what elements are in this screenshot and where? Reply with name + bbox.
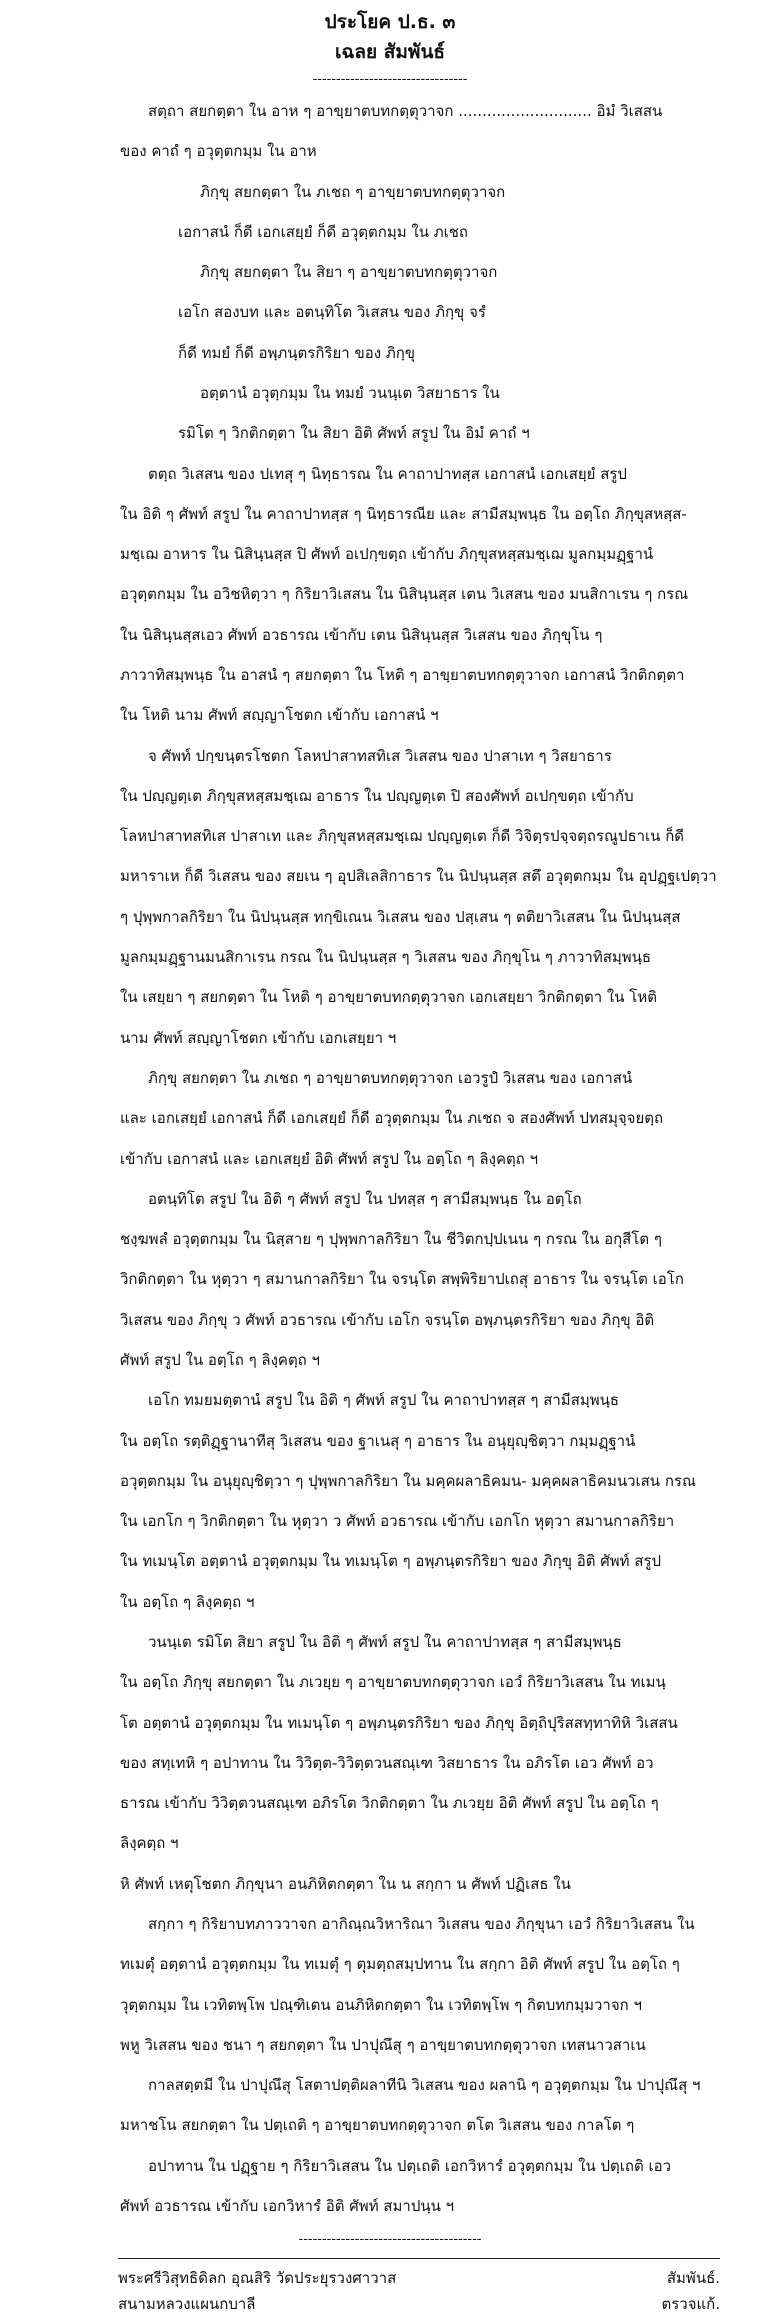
body-line: จ ศัพท์ ปกฺขนฺตรโชตก โลหปาสาทสทิเส วิเสสน ของ ปาสาเท ๆ วิสยาธาร <box>148 747 612 765</box>
body-line: ชงฺฆพลํ อวุตฺตกมฺม ใน นิสฺสาย ๆ ปุพฺพกาลกิริยา ใน ชีวิตกปฺปเนน ๆ กรณ ใน อกุสีโต ๆ <box>120 1230 662 1248</box>
body-line: ศัพท์ อวธารณ เข้ากับ เอกวิหารํ อิติ ศัพท์ สมาปนฺน ฯ <box>120 2197 455 2215</box>
body-line: ธารณ เข้ากับ วิวิตฺตวนสณฺเฑ อภิรโต วิกติกตฺตา ใน ภเวยฺย อิติ ศัพท์ สรูป ใน อตฺโถ ๆ <box>120 1794 659 1812</box>
body-line: มหาราเห ก็ดี วิเสสน ของ สยเน ๆ อุปสิเลสิกาธาร ใน นิปนฺนสฺส สตึ อวุตฺตกมฺม ใน อุปฏฺฐเปตฺวา <box>120 867 717 885</box>
body-line: ใน อตฺโถ รตฺติฏฺฐานาทีสุ วิเสสน ของ ฐาเนสุ ๆ อาธาร ใน อนุยุญฺชิตฺวา กมฺมฏฺฐานํ <box>120 1432 636 1450</box>
body-line: เอกาสนํ ก็ดี เอกเสยฺยํ ก็ดี อวุตฺตกมฺม ใน ภเชถ <box>178 223 469 241</box>
body-line: กาลสตฺตมี ใน ปาปุณึสุ โสตาปตฺติผลาทีนิ วิเสสน ของ ผลานิ ๆ อวุตฺตกมฺม ใน ปาปุณึสุ ฯ <box>148 2076 701 2094</box>
body-line: เข้ากับ เอกาสนํ และ เอกเสยฺยํ อิติ ศัพท์ สรูป ใน อตฺโถ ๆ ลิงฺคตฺถ ฯ <box>120 1150 539 1168</box>
body-line: มูลกมฺมฏฺฐานมนสิกาเรน กรณ ใน นิปนฺนสฺส ๆ วิเสสน ของ ภิกฺขุโน ๆ ภาวาทิสมฺพนฺธ <box>120 948 652 966</box>
body-line: ภิกฺขุ สยกตฺตา ใน ภเชถ ๆ อาขฺยาตบทกตฺตุวาจก เอวรูปํ วิเสสน ของ เอกาสนํ <box>148 1069 633 1087</box>
body-line: อวุตฺตกมฺม ใน อวิชหิตฺวา ๆ กิริยาวิเสสน ใน นิสินฺนสฺส เตน วิเสสน ของ มนสิกาเรน ๆ กรณ <box>120 585 689 603</box>
body-line: วนนฺเต รมิโต สิยา สรูป ใน อิติ ๆ ศัพท์ สรูป ใน คาถาปาทสฺส ๆ สามีสมฺพนฺธ <box>148 1633 622 1651</box>
footer-place: สนามหลวงแผนกบาลี <box>118 2295 256 2313</box>
footer-author-role: สัมพันธ์. <box>666 2269 720 2287</box>
body-line: มหาชโน สยกตฺตา ใน ปตฺเถติ ๆ อาขฺยาตบทกตฺตุวาจก ตโต วิเสสน ของ กาลโต ๆ <box>120 2116 635 2134</box>
body-line: อตฺตานํ อวุตฺกมฺม ใน ทมยํ วนนฺเต วิสยาธาร ใน <box>200 384 500 402</box>
top-separator: --------------------------------- <box>312 72 468 87</box>
body-line: ใน อตฺโถ ภิกฺขุ สยกตฺตา ใน ภเวยฺย ๆ อาขฺยาตบทกตฺตุวาจก เอวํ กิริยาวิเสสน ใน ทเมนฺ <box>120 1673 666 1691</box>
body-line: ลิงฺคตฺถ ฯ <box>120 1834 179 1852</box>
body-line: พหู วิเสสน ของ ชนา ๆ สยกตฺตา ใน ปาปุณึสุ ๆ อาขฺยาตบทกตฺตุวาจก เทสนาวสาเน <box>120 2036 646 2054</box>
body-line: ศัพท์ สรูป ใน อตฺโถ ๆ ลิงฺคตฺถ ฯ <box>120 1351 320 1369</box>
footer-author: พระศรีวิสุทธิดิลก อุณสิริ วัดประยุรวงศาวาส <box>118 2269 397 2287</box>
body-line: เอโก ทมยมตฺตานํ สรูป ใน อิติ ๆ ศัพท์ สรูป ใน คาถาปาทสฺส ๆ สามีสมฺพนฺธ <box>148 1391 620 1409</box>
body-line: ใน เอกโก ๆ วิกติกตฺตา ใน หุตฺวา ว ศัพท์ อวธารณ เข้ากับ เอกโก หุตฺวา สมานกาลกิริยา <box>120 1512 675 1530</box>
body-line: ทเมตุํ อตฺตานํ อวุตฺตกมฺม ใน ทเมตุํ ๆ ตุมตฺถสมฺปทาน ใน สกฺกา อิติ ศัพท์ สรูป ใน อตฺโถ ๆ <box>120 1955 680 1973</box>
body-line: ของ สทฺเทหิ ๆ อปาทาน ใน วิวิตฺต-วิวิตฺตวนสณฺเฑ วิสยาธาร ใน อภิรโต เอว ศัพท์ อว <box>120 1754 654 1772</box>
footer-place-role: ตรวจแก้. <box>661 2295 720 2313</box>
body-line: วิเสสน ของ ภิกฺขุ ว ศัพท์ อวธารณ เข้ากับ เอโก จรนฺโต อพฺภนฺตรกิริยา ของ ภิกฺขุ อิติ <box>120 1311 655 1329</box>
body-line: ใน เสยฺยา ๆ สยกตฺตา ใน โหติ ๆ อาขฺยาตบทกตฺตุวาจก เอกเสยฺยา วิกติกตฺตา ใน โหติ <box>120 988 657 1006</box>
body-line: ภาวาทิสมฺพนฺธ ใน อาสนํ ๆ สยกตฺตา ใน โหติ ๆ อาขฺยาตบทกตฺตุวาจก เอกาสนํ วิกติกตฺตา <box>120 666 685 684</box>
body-line: ใน อิติ ๆ ศัพท์ สรูป ใน คาถาปาทสฺส ๆ นิทฺธารณีย และ สามีสมฺพนฺธ ใน อตฺโถ ภิกฺขุสหสฺส- <box>120 505 687 523</box>
body-line: วิกติกตฺตา ใน หุตฺวา ๆ สมานกาลกิริยา ใน จรนฺโต สพฺพิริยาปเถสุ อาธาร ใน จรนฺโต เอโก <box>120 1270 684 1288</box>
body-line: อวุตฺตกมฺม ใน อนุยุญฺชิตฺวา ๆ ปุพฺพกาลกิริยา ใน มคฺคผลาธิคมน- มคฺคผลาธิคมนวเสน กรณ <box>120 1472 696 1490</box>
body-line: อตนฺทิโต สรูป ใน อิติ ๆ ศัพท์ สรูป ใน ปทสฺส ๆ สามีสมฺพนฺธ ใน อตฺโถ <box>148 1190 582 1208</box>
document-title: ประโยค ป.ธ. ๓ <box>324 11 456 33</box>
body-line: โต อตฺตานํ อวุตฺตกมฺม ใน ทเมนฺโต ๆ อพฺภนฺตรกิริยา ของ ภิกฺขุ อิตฺถิปุริสสทฺทาทิหิ วิเสสน <box>120 1714 678 1732</box>
body-line: รมิโต ๆ วิกติกตฺตา ใน สิยา อิติ ศัพท์ สรูป ใน อิมํ คาถํ ฯ <box>178 424 530 442</box>
body-line: นาม ศัพท์ สญฺญาโชตก เข้ากับ เอกเสยฺยา ฯ <box>120 1029 397 1047</box>
body-line: เอโก สองบท และ อตนฺทิโต วิเสสน ของ ภิกฺขุ จรํ <box>178 303 486 321</box>
body-line: โลหปาสาทสทิเส ปาสาเท และ ภิกฺขุสหสฺสมชฺเฌ ปญฺญตฺเต ก็ดี วิจิตฺรปจฺจตฺถรณูปธาเน ก็ดี <box>120 827 685 845</box>
body-line: ภิกฺขุ สยกตฺตา ใน สิยา ๆ อาขฺยาตบทกตฺตุวาจก <box>200 263 498 281</box>
body-line: ๆ ปุพฺพกาลกิริยา ใน นิปนฺนสฺส ทกฺขิเณน วิเสสน ของ ปสฺเสน ๆ ตติยาวิเสสน ใน นิปนฺนสฺส <box>120 908 681 926</box>
body-line: ของ คาถํ ๆ อวุตฺตกมฺม ใน อาห <box>120 142 317 160</box>
body-line: ใน โหติ นาม ศัพท์ สญฺญาโชตก เข้ากับ เอกาสนํ ฯ <box>120 706 439 724</box>
document-subtitle: เฉลย สัมพันธ์ <box>334 41 446 63</box>
body-line: สตฺถา สยกตฺตา ใน อาห ๆ อาขฺยาตบทกตฺตุวาจก ............................ อิมํ วิเสสน <box>148 102 663 120</box>
body-line: ภิกฺขุ สยกตฺตา ใน ภเชถ ๆ อาขฺยาตบทกตฺตุวาจก <box>200 183 506 201</box>
body-line: ตตฺถ วิเสสน ของ ปเทสุ ๆ นิทฺธารณ ใน คาถาปาทสฺส เอกาสนํ เอกเสยฺยํ สรูป <box>148 465 627 483</box>
body-line: หิ ศัพท์ เหตุโชตก ภิกฺขุนา อนภิหิตกตฺตา ใน น สกฺกา น ศัพท์ ปฏิเสธ ใน <box>120 1875 571 1893</box>
body-line: มชฺเฌ อาหาร ใน นิสินฺนสฺส ปิ ศัพท์ อเปกฺขตฺถ เข้ากับ ภิกฺขุสหสฺสมชฺเฌ มูลกมฺมฏฺฐานํ <box>120 545 654 563</box>
footer-rule <box>118 2258 720 2259</box>
body-line: ใน ทเมนฺโต อตฺตานํ อวุตฺตกมฺม ใน ทเมนฺโต ๆ อพฺภนฺตรกิริยา ของ ภิกฺขุ อิติ ศัพท์ สรูป <box>120 1552 662 1570</box>
body-line: ก็ดี ทมยํ ก็ดี อพฺภนฺตรกิริยา ของ ภิกฺขุ <box>178 344 416 362</box>
body-line: วุตฺตกมฺม ใน เวทิตพฺโพ ปณฺฑิเตน อนภิหิตกตฺตา ใน เวทิตพฺโพ ๆ กิตบทกมฺมวาจก ฯ <box>120 1996 642 2014</box>
body-line: สกฺกา ๆ กิริยาบทภาววาจก อากิณฺณวิหาริณา วิเสสน ของ ภิกฺขุนา เอวํ กิริยาวิเสสน ใน <box>148 1915 695 1933</box>
body-line: ใน อตฺโถ ๆ ลิงฺคตฺถ ฯ <box>120 1593 255 1611</box>
body-line: ใน นิสินฺนสฺสเอว ศัพท์ อวธารณ เข้ากับ เตน นิสินฺนสฺส วิเสสน ของ ภิกฺขุโน ๆ <box>120 626 603 644</box>
bottom-separator: --------------------------------------- <box>298 2232 482 2247</box>
body-line: อปาทาน ใน ปฏฺฐาย ๆ กิริยาวิเสสน ใน ปตฺเถติ เอกวิหารํ อวุตฺตกมฺม ใน ปตฺเถติ เอว <box>148 2157 672 2175</box>
body-line: และ เอกเสยฺยํ เอกาสนํ ก็ดี เอกเสยฺยํ ก็ดี อวุตฺตกมฺม ใน ภเชถ จ สองศัพท์ ปทสมุจฺจยตฺถ <box>120 1109 664 1127</box>
body-line: ใน ปญฺญตฺเต ภิกฺขุสหสฺสมชฺเฌ อาธาร ใน ปญฺญตฺเต ปิ สองศัพท์ อเปกฺขตฺถ เข้ากับ <box>120 787 634 805</box>
